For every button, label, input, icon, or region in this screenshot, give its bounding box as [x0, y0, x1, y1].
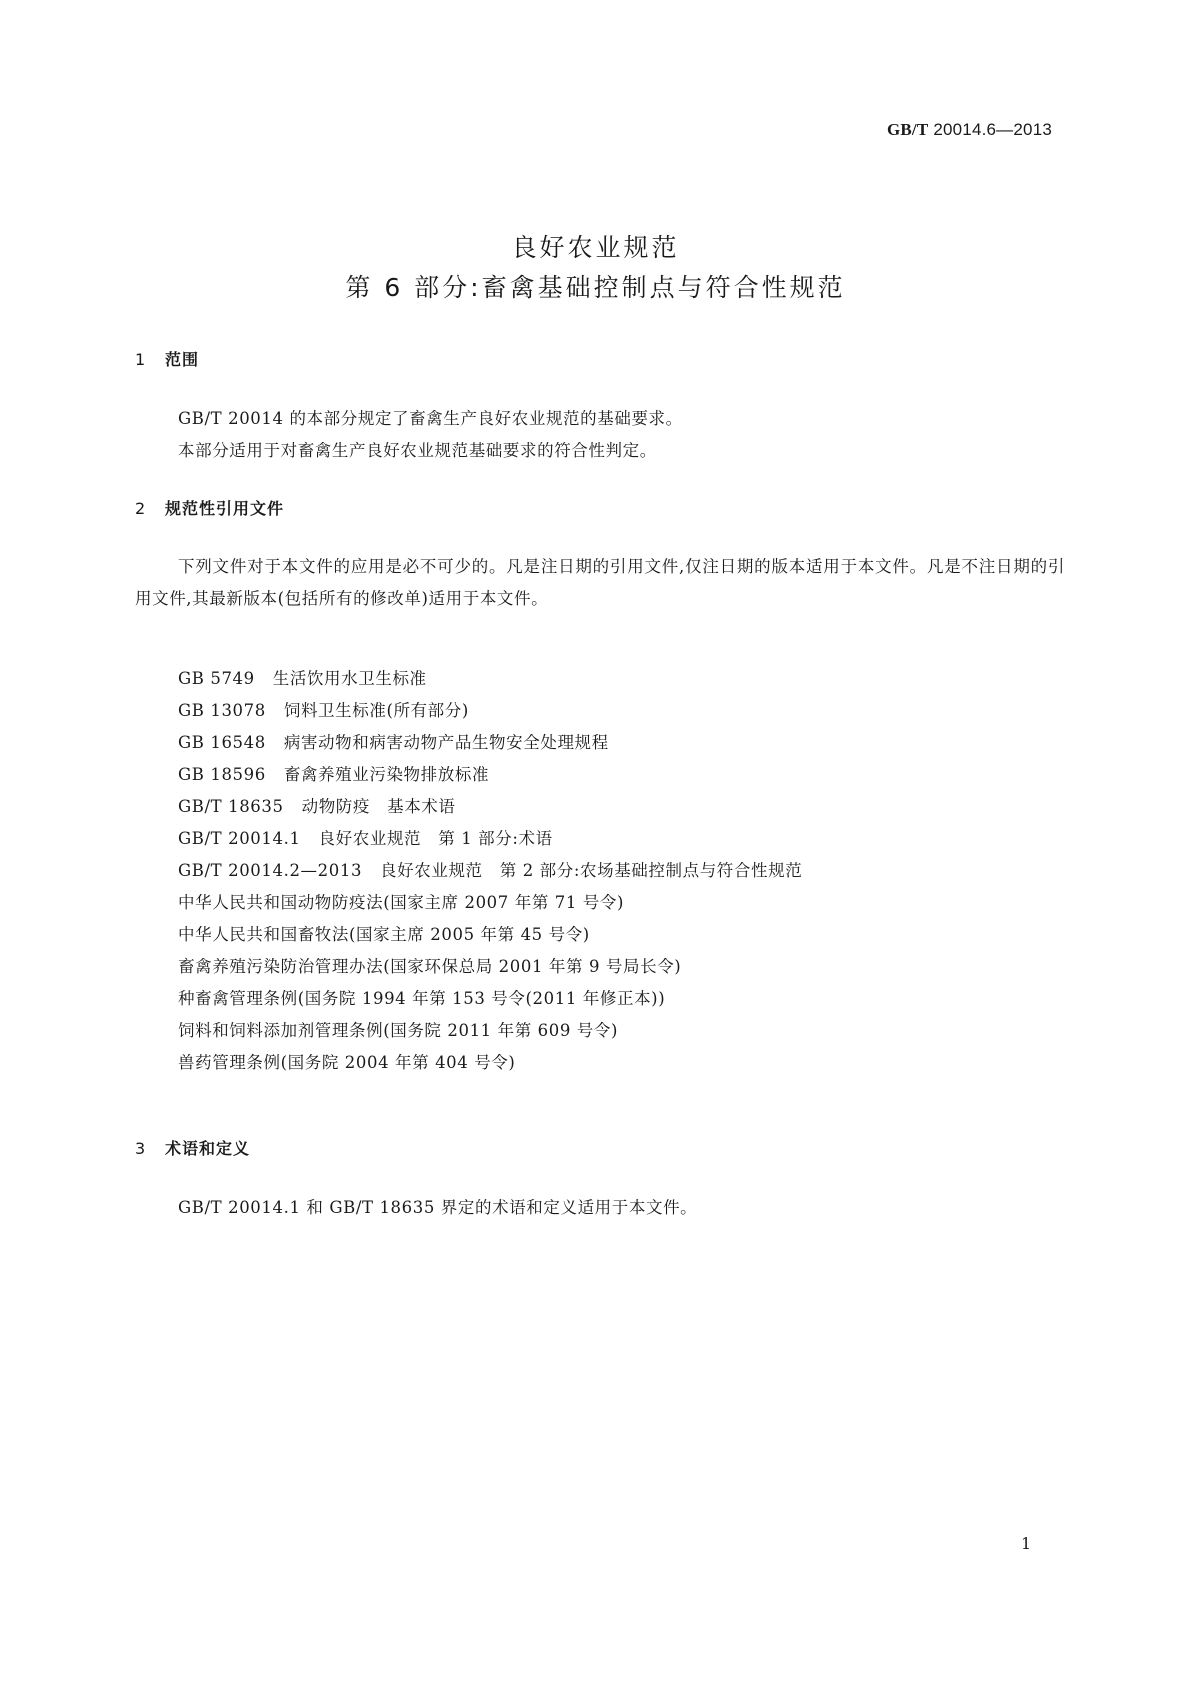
reference-code: GB 18596 [178, 765, 266, 784]
reference-item [178, 1047, 802, 1079]
section-number: 3 [135, 1139, 147, 1158]
reference-title: 种畜禽管理条例(国务院 1994 年第 153 号令(2011 年修正本)) [178, 989, 666, 1008]
reference-code: GB 5749 [178, 669, 255, 688]
reference-item [178, 1015, 802, 1047]
reference-item [178, 791, 802, 823]
reference-item [178, 695, 802, 727]
reference-list [178, 663, 802, 1079]
section-title: 规范性引用文件 [165, 499, 285, 518]
standard-code [887, 120, 1052, 140]
section-heading-terms-definitions [135, 1136, 250, 1159]
reference-item [178, 887, 802, 919]
reference-item [178, 951, 802, 983]
terms-paragraph: GB/T 20014.1 和 GB/T 18635 界定的术语和定义适用于本文件。 [178, 1198, 698, 1217]
reference-code: GB/T 18635 [178, 797, 284, 816]
reference-title: 畜禽养殖污染防治管理办法(国家环保总局 2001 年第 9 号局长令) [178, 957, 682, 976]
reference-title: 中华人民共和国畜牧法(国家主席 2005 年第 45 号令) [178, 925, 590, 944]
reference-title: 良好农业规范 第 2 部分:农场基础控制点与符合性规范 [380, 861, 803, 880]
reference-code: GB 13078 [178, 701, 266, 720]
reference-title: 动物防疫 基本术语 [301, 797, 456, 816]
section-title: 术语和定义 [165, 1139, 251, 1158]
standard-number: 20014.6—2013 [933, 120, 1052, 139]
reference-code: GB/T 20014.1 [178, 829, 301, 848]
section-heading-scope [135, 347, 199, 370]
reference-title: 良好农业规范 第 1 部分:术语 [318, 829, 553, 848]
reference-code: GB 16548 [178, 733, 266, 752]
reference-item [178, 919, 802, 951]
reference-title: 中华人民共和国动物防疫法(国家主席 2007 年第 71 号令) [178, 893, 625, 912]
reference-item [178, 855, 802, 887]
section-number: 2 [135, 499, 147, 518]
scope-paragraph: GB/T 20014 的本部分规定了畜禽生产良好农业规范的基础要求。 [178, 409, 683, 428]
page-number: 1 [1021, 1534, 1032, 1553]
reference-title: 生活饮用水卫生标准 [272, 669, 427, 688]
reference-item [178, 727, 802, 759]
reference-item [178, 663, 802, 695]
reference-item [178, 759, 802, 791]
section-heading-normative-references [135, 496, 284, 519]
reference-item [178, 983, 802, 1015]
standard-prefix: GB/T [886, 120, 929, 139]
document-title: 良好农业规范 [511, 233, 680, 262]
reference-item [178, 823, 802, 855]
section-title: 范围 [165, 350, 200, 369]
reference-code: GB/T 20014.2—2013 [178, 861, 363, 880]
reference-title: 饲料卫生标准(所有部分) [283, 701, 469, 720]
reference-title: 畜禽养殖业污染物排放标准 [283, 765, 490, 784]
document-subtitle: 第 6 部分:畜禽基础控制点与符合性规范 [345, 273, 846, 302]
reference-title: 饲料和饲料添加剂管理条例(国务院 2011 年第 609 号令) [178, 1021, 619, 1040]
reference-title: 病害动物和病害动物产品生物安全处理规程 [283, 733, 609, 752]
section-number: 1 [135, 350, 147, 369]
reference-title: 兽药管理条例(国务院 2004 年第 404 号令) [178, 1053, 516, 1072]
scope-paragraph: 本部分适用于对畜禽生产良好农业规范基础要求的符合性判定。 [178, 441, 657, 460]
references-intro-paragraph: 下列文件对于本文件的应用是必不可少的。凡是注日期的引用文件,仅注日期的版本适用于本文件。凡是不注日期的引用文件,其最新版本(包括所有的修改单)适用于本文件。 [135, 557, 1065, 608]
